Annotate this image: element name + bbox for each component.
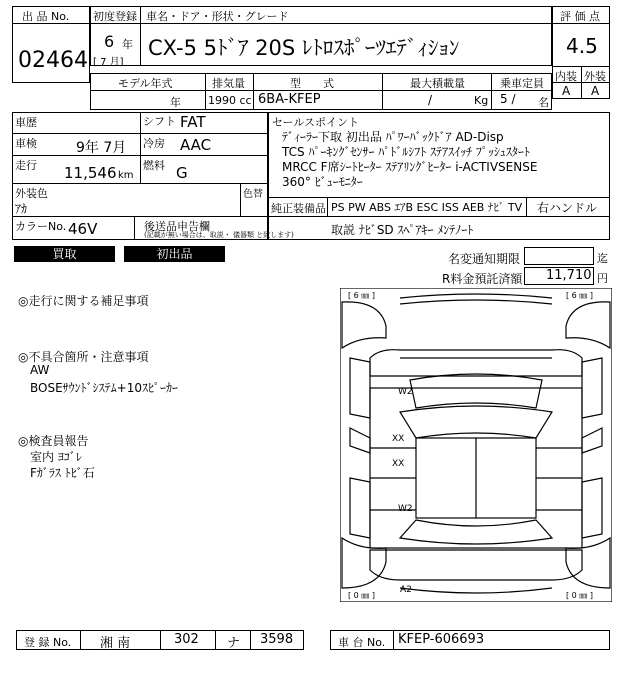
- chassis-label: 車 台 No.: [338, 636, 386, 649]
- car-condition-diagram: [340, 288, 612, 602]
- plate-region: 湘 南: [100, 636, 131, 651]
- manual-items: 取説 ﾅﾋﾞSD ｽﾍﾟｱｷｰ ﾒﾝﾃﾉｰﾄ: [331, 223, 474, 237]
- name-change-unit: 迄: [597, 252, 608, 265]
- inspector-title: ◎検査員報告: [18, 434, 89, 448]
- plate-kana: ナ: [227, 636, 241, 651]
- sales-point-line-4: 360° ﾋﾞｭｰﾓﾆﾀｰ: [282, 175, 363, 189]
- model-year-label: モデル年式: [118, 77, 173, 90]
- mileage-unit: km: [118, 170, 134, 181]
- damage-mark-a2: A2: [400, 585, 412, 595]
- fuel-value: G: [176, 164, 188, 182]
- chassis-number: KFEP-606693: [398, 632, 485, 647]
- aftermarket-label: 後送品申告欄: [144, 220, 210, 233]
- color-no-value: 46V: [68, 220, 98, 238]
- equipment-label: 純正装備品: [271, 202, 326, 215]
- type-value: 6BA-KFEP: [258, 92, 321, 107]
- lot-label: 出 品 No.: [22, 10, 70, 23]
- first-listing-badge: 初出品: [124, 246, 225, 262]
- model-year-unit: 年: [170, 96, 181, 109]
- tire-depth-front-left: [ 6 ㎜ ]: [348, 291, 375, 300]
- exterior-grade: A: [591, 84, 600, 98]
- type-label: 型 式: [290, 77, 334, 90]
- first-reg-label: 初度登録: [93, 10, 137, 23]
- reg-year-unit: 年: [122, 38, 133, 51]
- damage-mark-w2-front: W2: [398, 387, 413, 397]
- capacity-value: 5 /: [500, 92, 516, 106]
- reg-no-label: 登 録 No.: [24, 636, 72, 649]
- buy-badge: 買取: [14, 246, 115, 262]
- reg-month: [ 7 月]: [93, 57, 124, 68]
- inspection-value: 9年 7月: [76, 140, 127, 156]
- capacity-label: 乗車定員: [500, 77, 544, 90]
- tire-depth-front-right: [ 6 ㎜ ]: [566, 291, 593, 300]
- inspector-item-1: 室内 ﾖｺﾞﾚ: [30, 450, 82, 464]
- max-load-value: /: [428, 93, 433, 107]
- driving-notes-title: ◎走行に関する補足事項: [18, 294, 149, 308]
- color-no-label: カラーNo.: [15, 220, 67, 233]
- handle-side: 右ハンドル: [537, 201, 598, 215]
- shift-label: シフト: [143, 115, 176, 128]
- sales-point-line-1: ﾃﾞｨｰﾗｰ下取 初出品 ﾊﾟﾜｰﾊﾞｯｸﾄﾞｱ AD-Disp: [282, 130, 504, 144]
- max-load-label: 最大積載量: [410, 77, 465, 90]
- plate-class: 302: [174, 632, 199, 647]
- damage-mark-xx-2: XX: [392, 459, 405, 469]
- equipment-value: PS PW ABS ｴｱB ESC ISS AEB ﾅﾋﾞ TV: [331, 201, 523, 214]
- lot-number: 02464: [18, 48, 88, 73]
- rating-value: 4.5: [566, 34, 598, 58]
- car-title: CX-5 5ﾄﾞｱ 20S ﾚﾄﾛｽﾎﾟｰﾂｴﾃﾞｨｼｮﾝ: [148, 36, 460, 60]
- recycle-value: 11,710: [546, 268, 592, 283]
- mileage-label: 走行: [15, 159, 37, 172]
- rating-label: 評 価 点: [560, 10, 600, 23]
- name-change-box: [524, 247, 594, 265]
- defect-item-2: BOSEｻｳﾝﾄﾞｼｽﾃﾑ+10ｽﾋﾟｰｶｰ: [30, 381, 178, 395]
- tire-depth-rear-right: [ 0 ㎜ ]: [566, 591, 593, 600]
- name-change-label: 名変通知期限: [448, 252, 521, 266]
- model-label: 車名・ドア・形状・グレード: [146, 10, 289, 23]
- defects-title: ◎不具合箇所・注意事項: [18, 350, 149, 364]
- recycle-label: R料金預託済額: [442, 272, 523, 286]
- fuel-label: 燃料: [143, 159, 165, 172]
- max-load-unit: Kg: [474, 94, 489, 107]
- recycle-unit: 円: [597, 272, 608, 285]
- tire-depth-rear-left: [ 0 ㎜ ]: [348, 591, 375, 600]
- interior-grade: A: [562, 84, 571, 98]
- exterior-label: 外装: [584, 70, 606, 83]
- plate-number: 3598: [260, 632, 294, 647]
- damage-mark-w2-rear: W2: [398, 504, 413, 514]
- mileage-value: 11,546: [64, 164, 117, 182]
- defect-item-1: AW: [30, 363, 50, 377]
- aftermarket-note: (記載が無い場合は、取説・ 儀器類 と致します): [144, 231, 294, 239]
- history-label: 車歴: [15, 116, 37, 129]
- sales-point-line-2: TCS ﾊﾟｰｷﾝｸﾞｾﾝｻｰ ﾊﾟﾄﾞﾙｼﾌﾄ ｽﾃｱｽｲｯﾁ ﾌﾟｯｼｭｽﾀｰﾄ: [282, 145, 530, 159]
- repaint-label: 色替: [243, 189, 263, 200]
- inspection-label: 車検: [15, 137, 37, 150]
- sales-points-label: セールスポイント: [272, 116, 360, 129]
- reg-year: 6: [104, 32, 115, 51]
- sales-point-line-3: MRCC F席ｼｰﾄﾋｰﾀｰ ｽﾃｱﾘﾝｸﾞﾋｰﾀｰ i-ACTIVSENSE: [282, 160, 538, 174]
- ext-color-value: ｱｶ: [15, 202, 28, 216]
- capacity-unit: 名: [538, 96, 549, 109]
- ac-value: AAC: [180, 136, 212, 154]
- inspector-item-2: Fｶﾞﾗｽ ﾄﾋﾞ石: [30, 466, 95, 480]
- shift-value: FAT: [180, 113, 206, 131]
- interior-label: 内装: [555, 70, 577, 83]
- ext-color-label: 外装色: [15, 187, 48, 200]
- damage-mark-xx-1: XX: [392, 434, 405, 444]
- displacement-label: 排気量: [212, 77, 245, 90]
- displacement-value: 1990 cc: [208, 94, 252, 107]
- ac-label: 冷房: [143, 137, 165, 150]
